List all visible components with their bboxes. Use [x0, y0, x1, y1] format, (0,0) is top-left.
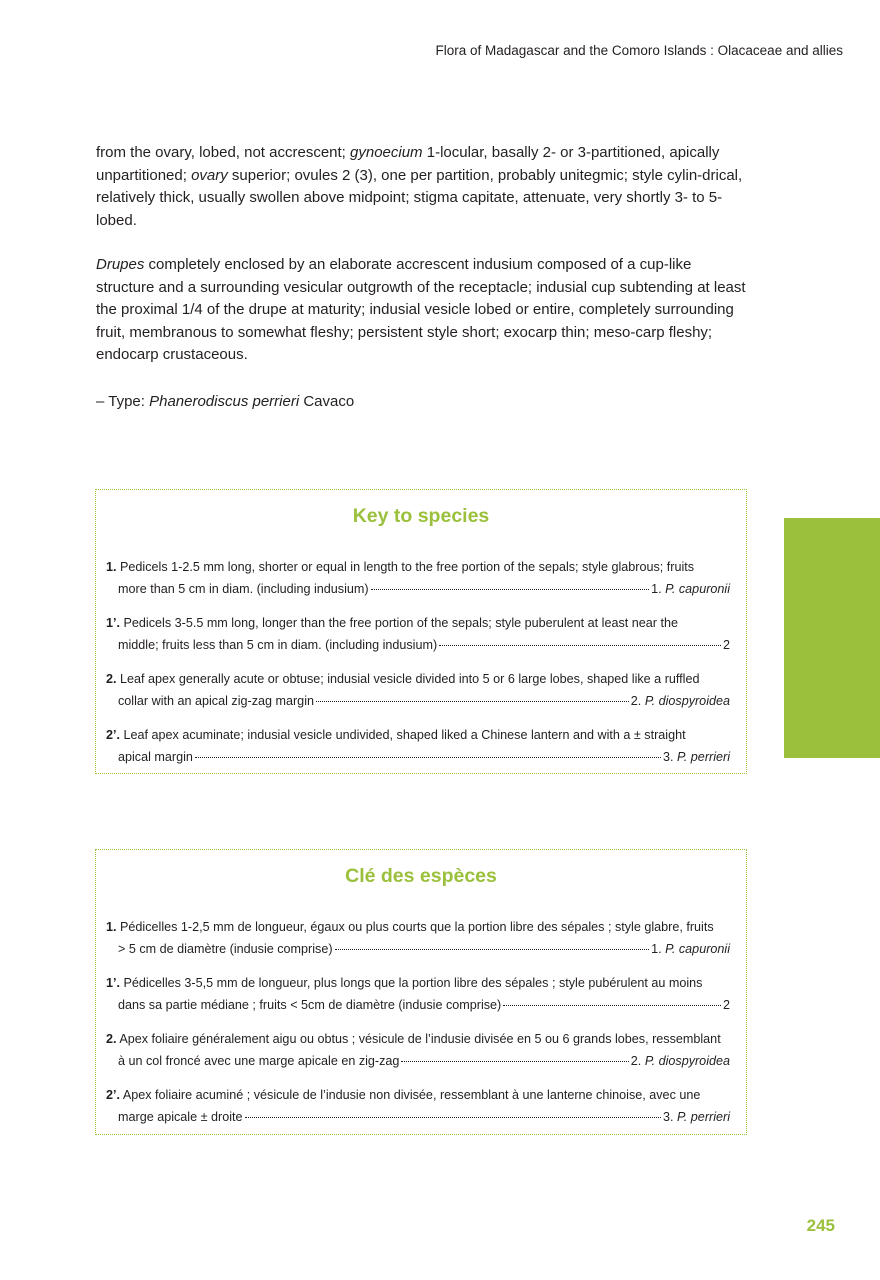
couplet-continuation: collar with an apical zig-zag margin [118, 694, 314, 708]
destination-number: 3. [663, 1110, 678, 1124]
text-run: superior; ovules 2 (3), one per partition, probably unitegmic; style cylin-drical, relatively thick, usually swollen above midpoint; stigma capitate, attenuate, very shortly 3- to 5-lobed. [96, 166, 743, 229]
chapter-tab [784, 518, 880, 758]
couplet-number: 1. [106, 560, 117, 574]
couplet-destination [651, 578, 730, 600]
key-couplets [106, 916, 730, 1140]
couplet-destination [723, 994, 730, 1016]
key-couplet [106, 1084, 730, 1128]
dot-leader [401, 1061, 628, 1062]
type-species: Phanerodiscus perrieri [149, 393, 300, 410]
couplet-continuation: à un col froncé avec une marge apicale en zig-zag [118, 1054, 400, 1068]
couplet-continuation: more than 5 cm in diam. (including indusium) [118, 582, 369, 596]
key-title: Key to species [352, 505, 490, 527]
destination-number: 2 [722, 638, 730, 652]
couplet-number: 2’. [106, 1088, 121, 1102]
term-ovary: ovary [191, 166, 228, 184]
couplet-destination [663, 746, 730, 768]
description-paragraph [96, 142, 752, 232]
key-box-english [95, 489, 747, 774]
destination-species: P. diospyroidea [644, 694, 730, 708]
dot-leader [195, 757, 661, 758]
key-couplet [106, 724, 730, 768]
term-drupes: Drupes [96, 256, 145, 273]
text-run: completely enclosed by an elaborate accrescent indusium composed of a cup-like structure and a surrounding vesicular outgrowth of the receptacle; indusial cup subtending at least the proximal 1/4 of the drupe at maturity; indusial vesicle lobed or entire, completely surrounding fruit, membranous to somewhat fleshy; persistent style short; exocarp thin; meso-carp fleshy; endocarp crustaceous. [96, 256, 746, 364]
type-author: Cavaco [299, 393, 355, 410]
couplet-text: Pedicels 1-2.5 mm long, shorter or equal in length to the free portion of the sepals; style glabrous; fruits [116, 560, 695, 574]
key-couplet [106, 668, 730, 712]
dot-leader [335, 949, 650, 950]
couplet-destination [723, 634, 730, 656]
destination-species: P. capuronii [665, 942, 730, 956]
destination-species: P. perrieri [677, 1110, 730, 1124]
couplet-destination [663, 1106, 730, 1128]
key-couplet [106, 556, 730, 600]
destination-species: P. perrieri [677, 750, 730, 764]
couplet-number: 1. [106, 920, 117, 934]
text-run: 1-locular, basally 2- or 3-partitioned, apically unpartitioned; [96, 144, 720, 184]
destination-number: 3. [663, 750, 678, 764]
dot-leader [245, 1117, 661, 1118]
page-number: 245 [806, 1216, 835, 1235]
destination-number: 1. [651, 942, 666, 956]
dot-leader [503, 1005, 721, 1006]
couplet-number: 2. [106, 1032, 117, 1046]
couplet-text: Pédicelles 1-2,5 mm de longueur, égaux ou plus courts que la portion libre des sépales ; style glabre, fruits [116, 920, 714, 934]
couplet-text: Apex foliaire généralement aigu ou obtus ; vésicule de l’indusie divisée en 5 ou 6 grands lobes, ressemblant [116, 1032, 721, 1046]
destination-number: 1. [651, 582, 666, 596]
couplet-number: 2’. [106, 728, 121, 742]
destination-number: 2. [630, 694, 645, 708]
dot-leader [439, 645, 721, 646]
description-paragraph [96, 254, 752, 367]
couplet-text: Pédicelles 3-5,5 mm de longueur, plus longs que la portion libre des sépales ; style pubérulent au moins [120, 976, 703, 990]
couplet-continuation: apical margin [118, 750, 193, 764]
key-title: Clé des espèces [345, 865, 497, 887]
couplet-number: 2. [106, 672, 117, 686]
dot-leader [371, 589, 650, 590]
key-couplet [106, 916, 730, 960]
type-line [96, 391, 752, 414]
couplet-continuation: middle; fruits less than 5 cm in diam. (including indusium) [118, 638, 438, 652]
couplet-continuation: > 5 cm de diamètre (indusie comprise) [118, 942, 333, 956]
couplet-destination [631, 690, 730, 712]
couplet-text: Leaf apex generally acute or obtuse; indusial vesicle divided into 5 or 6 large lobes, shaped like a ruffled [116, 672, 700, 686]
couplet-destination [631, 1050, 730, 1072]
couplet-number: 1’. [106, 976, 121, 990]
key-couplet [106, 972, 730, 1016]
couplet-text: Leaf apex acuminate; indusial vesicle undivided, shaped liked a Chinese lantern and with a ± straight [120, 728, 686, 742]
destination-species: P. capuronii [665, 582, 730, 596]
type-prefix: – Type: [96, 393, 150, 410]
couplet-text: Pedicels 3-5.5 mm long, longer than the free portion of the sepals; style puberulent at least near the [120, 616, 678, 630]
term-gynoecium: gynoecium [350, 144, 423, 161]
destination-number: 2. [630, 1054, 645, 1068]
key-couplet [106, 1028, 730, 1072]
dot-leader [316, 701, 629, 702]
destination-number: 2 [722, 998, 730, 1012]
couplet-number: 1’. [106, 616, 121, 630]
couplet-text: Apex foliaire acuminé ; vésicule de l’indusie non divisée, ressemblant à une lanterne chinoise, avec une [120, 1088, 701, 1102]
couplet-continuation: marge apicale ± droite [118, 1110, 243, 1124]
key-couplets [106, 556, 730, 780]
text-run: from the ovary, lobed, not accrescent; [96, 144, 351, 161]
key-box-french [95, 849, 747, 1135]
destination-species: P. diospyroidea [644, 1054, 730, 1068]
running-title: Flora of Madagascar and the Comoro Islands : Olacaceae and allies [435, 43, 843, 58]
couplet-destination [651, 938, 730, 960]
key-couplet [106, 612, 730, 656]
couplet-continuation: dans sa partie médiane ; fruits < 5cm de diamètre (indusie comprise) [118, 998, 502, 1012]
